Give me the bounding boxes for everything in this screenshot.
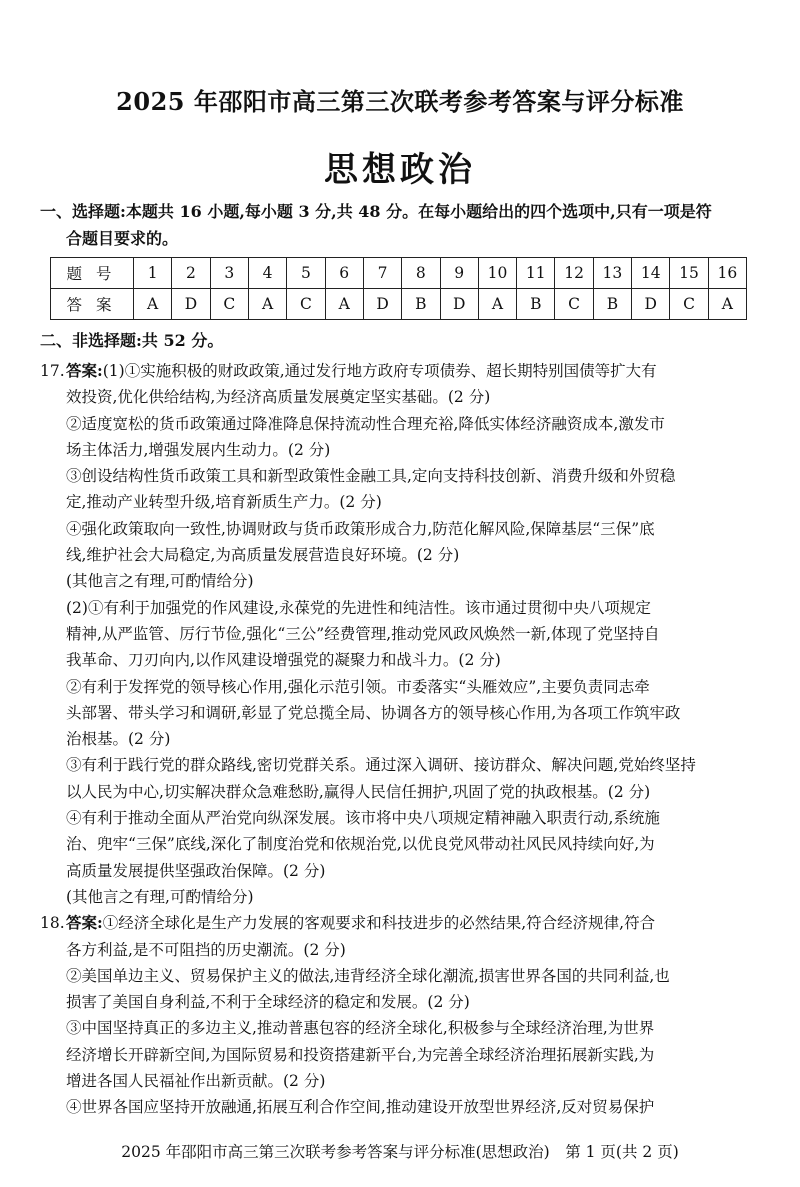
answer-line bbox=[66, 700, 770, 726]
answer-line bbox=[66, 1094, 770, 1120]
answer-line-text: 我革命、刀刃向内,以作风建设增强党的凝聚力和战斗力。(2 分) bbox=[66, 651, 501, 670]
answer-cell: C bbox=[210, 289, 248, 320]
answer-line bbox=[66, 516, 770, 542]
answer-cell: A bbox=[478, 289, 516, 320]
answer-line bbox=[66, 568, 770, 594]
answer-line bbox=[66, 595, 770, 621]
answer-cell: C bbox=[555, 289, 593, 320]
question-number-cell: 13 bbox=[593, 258, 631, 289]
answer-line-text: ②美国单边主义、贸易保护主义的做法,违背经济全球化潮流,损害世界各国的共同利益,也 bbox=[66, 966, 670, 985]
question-number-cell: 1 bbox=[134, 258, 172, 289]
answer-cell: D bbox=[440, 289, 478, 320]
answer-label: 答案: bbox=[66, 913, 103, 933]
answer-line-text: ④有利于推动全面从严治党向纵深发展。该市将中央八项规定精神融入职责行动,系统施 bbox=[66, 809, 660, 828]
section-heading-line-1: 一、选择题:本题共 16 小题,每小题 3 分,共 48 分。在每小题给出的四个选项中,只有一项是符 bbox=[40, 202, 712, 221]
answer-line-text: 场主体活力,增强发展内生动力。(2 分) bbox=[66, 440, 331, 459]
question-number-cell: 8 bbox=[402, 258, 440, 289]
answer-line bbox=[66, 437, 770, 463]
question-number: 18. bbox=[40, 914, 65, 933]
question-number-cell: 12 bbox=[555, 258, 593, 289]
answer-line bbox=[66, 1015, 770, 1041]
question-number-cell: 11 bbox=[517, 258, 555, 289]
answer-line bbox=[66, 1042, 770, 1068]
question-18 bbox=[40, 910, 770, 1120]
answer-line-text: ②有利于发挥党的领导核心作用,强化示范引领。市委落实“头雁效应”,主要负责同志牵 bbox=[66, 677, 650, 696]
answer-line bbox=[66, 858, 770, 884]
question-17-lines bbox=[66, 358, 770, 910]
section-heading-line-2: 合题目要求的。 bbox=[66, 229, 179, 248]
answer-line-text: 以人民为中心,切实解决群众急难愁盼,赢得人民信任拥护,巩固了党的执政根基。(2 分) bbox=[66, 782, 651, 801]
answer-cell: B bbox=[593, 289, 631, 320]
question-number-cell: 7 bbox=[363, 258, 401, 289]
answer-line-text: (1)①实施积极的财政政策,通过发行地方政府专项债券、超长期特别国债等扩大有 bbox=[102, 362, 657, 380]
answer-cell: A bbox=[708, 289, 746, 320]
answer-line bbox=[66, 779, 770, 805]
question-number-cell: 14 bbox=[632, 258, 670, 289]
answer-line-text: (其他言之有理,可酌情给分) bbox=[66, 572, 254, 591]
subject-title: 思想政治 bbox=[324, 150, 476, 190]
answer-line bbox=[66, 674, 770, 700]
question-number-cell: 10 bbox=[478, 258, 516, 289]
answer-line bbox=[66, 411, 770, 437]
answer-line-text: 治根基。(2 分) bbox=[66, 730, 171, 749]
answer-cell: B bbox=[517, 289, 555, 320]
answer-cell: D bbox=[632, 289, 670, 320]
answer-cell: C bbox=[287, 289, 325, 320]
question-number-cell: 15 bbox=[670, 258, 708, 289]
answer-line-text: 效投资,优化供给结构,为经济高质量发展奠定坚实基础。(2 分) bbox=[66, 388, 491, 407]
answer-line-text: ④强化政策取向一致性,协调财政与货币政策形成合力,防范化解风险,保障基层“三保”底 bbox=[66, 519, 655, 538]
question-number-cell: 2 bbox=[172, 258, 210, 289]
answer-cell: A bbox=[248, 289, 286, 320]
answer-line-text: 定,推动产业转型升级,培育新质生产力。(2 分) bbox=[66, 493, 382, 512]
answer-line bbox=[66, 384, 770, 410]
answer-line bbox=[66, 937, 770, 963]
answer-body bbox=[40, 358, 770, 1121]
question-number-cell: 9 bbox=[440, 258, 478, 289]
answer-line-text: 线,维护社会大局稳定,为高质量发展营造良好环境。(2 分) bbox=[66, 546, 460, 565]
answer-line-text: (2)①有利于加强党的作风建设,永葆党的先进性和纯洁性。该市通过贯彻中央八项规定 bbox=[66, 598, 651, 617]
answer-line bbox=[66, 963, 770, 989]
answer-line bbox=[66, 752, 770, 778]
answer-line bbox=[66, 1068, 770, 1094]
answer-line-text: 治、兜牢“三保”底线,深化了制度治党和依规治党,以优良党风带动社风民风持续向好,为 bbox=[66, 835, 655, 854]
answer-line-text: ①经济全球化是生产力发展的客观要求和科技进步的必然结果,符合经济规律,符合 bbox=[102, 914, 656, 933]
row-label-numbers: 题号 bbox=[51, 258, 134, 289]
answer-line-text: 经济增长开辟新空间,为国际贸易和投资搭建新平台,为完善全球经济治理拓展新实践,为 bbox=[66, 1045, 655, 1064]
answer-line bbox=[66, 910, 770, 936]
answer-line-text: 损害了美国自身利益,不利于全球经济的稳定和发展。(2 分) bbox=[66, 993, 470, 1012]
answer-line-text: 各方利益,是不可阻挡的历史潮流。(2 分) bbox=[66, 940, 346, 959]
answer-line-text: 精神,从严监管、厉行节俭,强化“三公”经费管理,推动党风政风焕然一新,体现了党坚持自 bbox=[66, 624, 660, 643]
answer-line-text: 高质量发展提供坚强政治保障。(2 分) bbox=[66, 861, 326, 880]
question-17 bbox=[40, 358, 770, 910]
question-number-cell: 3 bbox=[210, 258, 248, 289]
answer-line-text: 增进各国人民福祉作出新贡献。(2 分) bbox=[66, 1072, 326, 1091]
answer-table bbox=[50, 257, 747, 320]
answer-line bbox=[66, 542, 770, 568]
section-open-questions-heading: 二、非选择题:共 52 分。 bbox=[40, 331, 224, 350]
answer-line-text: ④世界各国应坚持开放融通,拓展互利合作空间,推动建设开放型世界经济,反对贸易保护 bbox=[66, 1098, 655, 1117]
answer-line-text: 头部署、带头学习和调研,彰显了党总揽全局、协调各方的领导核心作用,为各项工作筑牢政 bbox=[66, 703, 681, 722]
page-footer: 2025 年邵阳市高三第三次联考参考答案与评分标准(思想政治) 第 1 页(共 2 页) bbox=[121, 1143, 679, 1161]
answer-line bbox=[66, 726, 770, 752]
answer-line bbox=[66, 358, 770, 384]
answer-label: 答案: bbox=[66, 361, 103, 380]
answer-line-text: (其他言之有理,可酌情给分) bbox=[66, 887, 254, 906]
answer-cell: A bbox=[134, 289, 172, 320]
answer-table-number-row bbox=[51, 258, 747, 289]
answer-line bbox=[66, 831, 770, 857]
answer-line bbox=[66, 989, 770, 1015]
answer-cell: D bbox=[363, 289, 401, 320]
answer-line-text: ③有利于践行党的群众路线,密切党群关系。通过深入调研、接访群众、解决问题,党始终坚持 bbox=[66, 756, 696, 775]
question-number-cell: 4 bbox=[248, 258, 286, 289]
answer-line bbox=[66, 463, 770, 489]
answer-cell: A bbox=[325, 289, 363, 320]
answer-line-text: ②适度宽松的货币政策通过降准降息保持流动性合理充裕,降低实体经济融资成本,激发市 bbox=[66, 414, 665, 433]
answer-line bbox=[66, 805, 770, 831]
answer-line-text: ③创设结构性货币政策工具和新型政策性金融工具,定向支持科技创新、消费升级和外贸稳 bbox=[66, 467, 676, 486]
answer-line bbox=[66, 884, 770, 910]
answer-line bbox=[66, 621, 770, 647]
answer-table-answer-row bbox=[51, 289, 747, 320]
answer-cell: B bbox=[402, 289, 440, 320]
document-title: 2025 年邵阳市高三第三次联考参考答案与评分标准 bbox=[116, 87, 684, 116]
answer-line bbox=[66, 647, 770, 673]
answer-cell: C bbox=[670, 289, 708, 320]
question-number: 17. bbox=[40, 362, 65, 380]
answer-cell: D bbox=[172, 289, 210, 320]
row-label-answers: 答案 bbox=[51, 289, 134, 320]
answer-line-text: ③中国坚持真正的多边主义,推动普惠包容的经济全球化,积极参与全球经济治理,为世界 bbox=[66, 1019, 655, 1038]
question-number-cell: 6 bbox=[325, 258, 363, 289]
question-18-lines bbox=[66, 910, 770, 1120]
question-number-cell: 5 bbox=[287, 258, 325, 289]
section-multiple-choice-heading bbox=[40, 198, 775, 252]
question-number-cell: 16 bbox=[708, 258, 746, 289]
answer-line bbox=[66, 489, 770, 515]
